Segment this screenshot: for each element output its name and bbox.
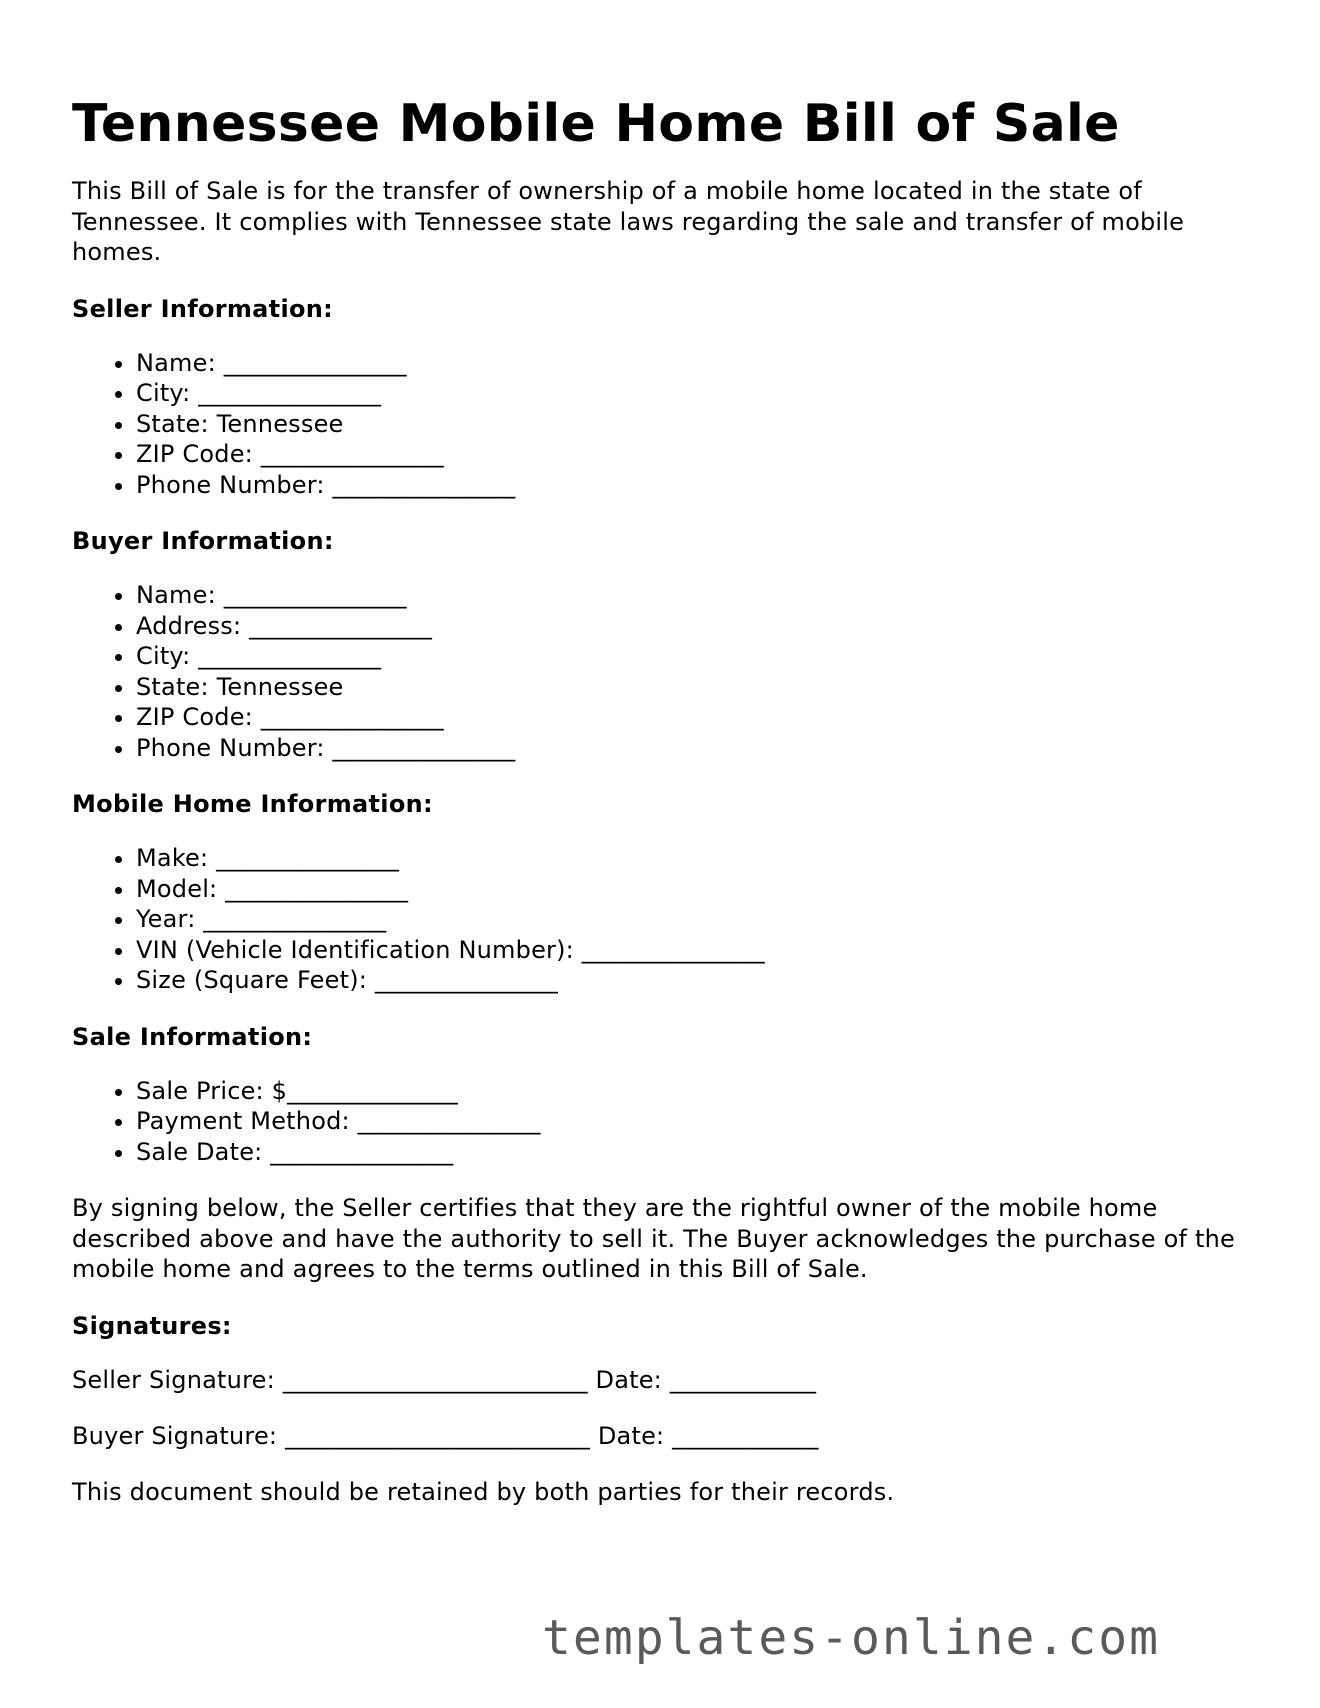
mobile-home-size-item: • Size (Square Feet): _______________ bbox=[136, 965, 1252, 996]
buyer-phone-item: • Phone Number: _______________ bbox=[136, 733, 1252, 764]
seller-phone-item: • Phone Number: _______________ bbox=[136, 470, 1252, 501]
buyer-address-item: • Address: _______________ bbox=[136, 611, 1252, 642]
buyer-zip-item: • ZIP Code: _______________ bbox=[136, 702, 1252, 733]
seller-section-heading: Seller Information: bbox=[72, 294, 334, 323]
mobile-home-model-item: • Model: _______________ bbox=[136, 874, 1252, 905]
buyer-section-heading: Buyer Information: bbox=[72, 527, 334, 555]
buyer-signature-line: Buyer Signature: _________________________ Date: ____________ bbox=[72, 1421, 819, 1450]
mobile-home-year-item: • Year: _______________ bbox=[136, 904, 1252, 935]
seller-city-item: • City: _______________ bbox=[136, 378, 1252, 409]
mobile-home-section-heading: Mobile Home Information: bbox=[72, 790, 433, 818]
buyer-name-item: • Name: _______________ bbox=[136, 580, 1252, 611]
sale-section-heading: Sale Information: bbox=[72, 1022, 313, 1051]
document-title: Tennessee Mobile Home Bill of Sale bbox=[72, 94, 1120, 154]
payment-method-item: • Payment Method: _______________ bbox=[136, 1106, 1252, 1137]
seller-name-item: • Name: _______________ bbox=[136, 348, 1252, 379]
buyer-state-item: • State: Tennessee bbox=[136, 672, 1252, 703]
mobile-home-vin-item: • VIN (Vehicle Identification Number): _______________ bbox=[136, 935, 1252, 966]
sale-info-list bbox=[72, 1076, 1252, 1168]
intro-paragraph: This Bill of Sale is for the transfer of ownership of a mobile home located in the state of Tennessee. It complies with Tennessee state laws regarding the sale and transfer of mobile homes. bbox=[72, 177, 1185, 266]
seller-signature-line: Seller Signature: _________________________ Date: ____________ bbox=[72, 1365, 817, 1394]
signatures-heading: Signatures: bbox=[72, 1311, 232, 1340]
buyer-city-item: • City: _______________ bbox=[136, 641, 1252, 672]
document-page bbox=[72, 88, 1252, 1507]
seller-state-item: • State: Tennessee bbox=[136, 409, 1252, 440]
watermark: templates-online.com bbox=[542, 1610, 1160, 1666]
mobile-home-info-list bbox=[72, 843, 1252, 996]
certification-paragraph: By signing below, the Seller certifies that they are the rightful owner of the mobile home described above and have the authority to sell it. The Buyer acknowledges the purchase of the mobile home and agrees to the terms outlined in this Bill of Sale. bbox=[72, 1194, 1236, 1283]
retain-note: This document should be retained by both parties for their records. bbox=[72, 1477, 895, 1506]
seller-zip-item: • ZIP Code: _______________ bbox=[136, 439, 1252, 470]
buyer-info-list bbox=[72, 580, 1252, 763]
seller-info-list bbox=[72, 348, 1252, 501]
sale-date-item: • Sale Date: _______________ bbox=[136, 1137, 1252, 1168]
sale-price-item: • Sale Price: $______________ bbox=[136, 1076, 1252, 1107]
mobile-home-make-item: • Make: _______________ bbox=[136, 843, 1252, 874]
